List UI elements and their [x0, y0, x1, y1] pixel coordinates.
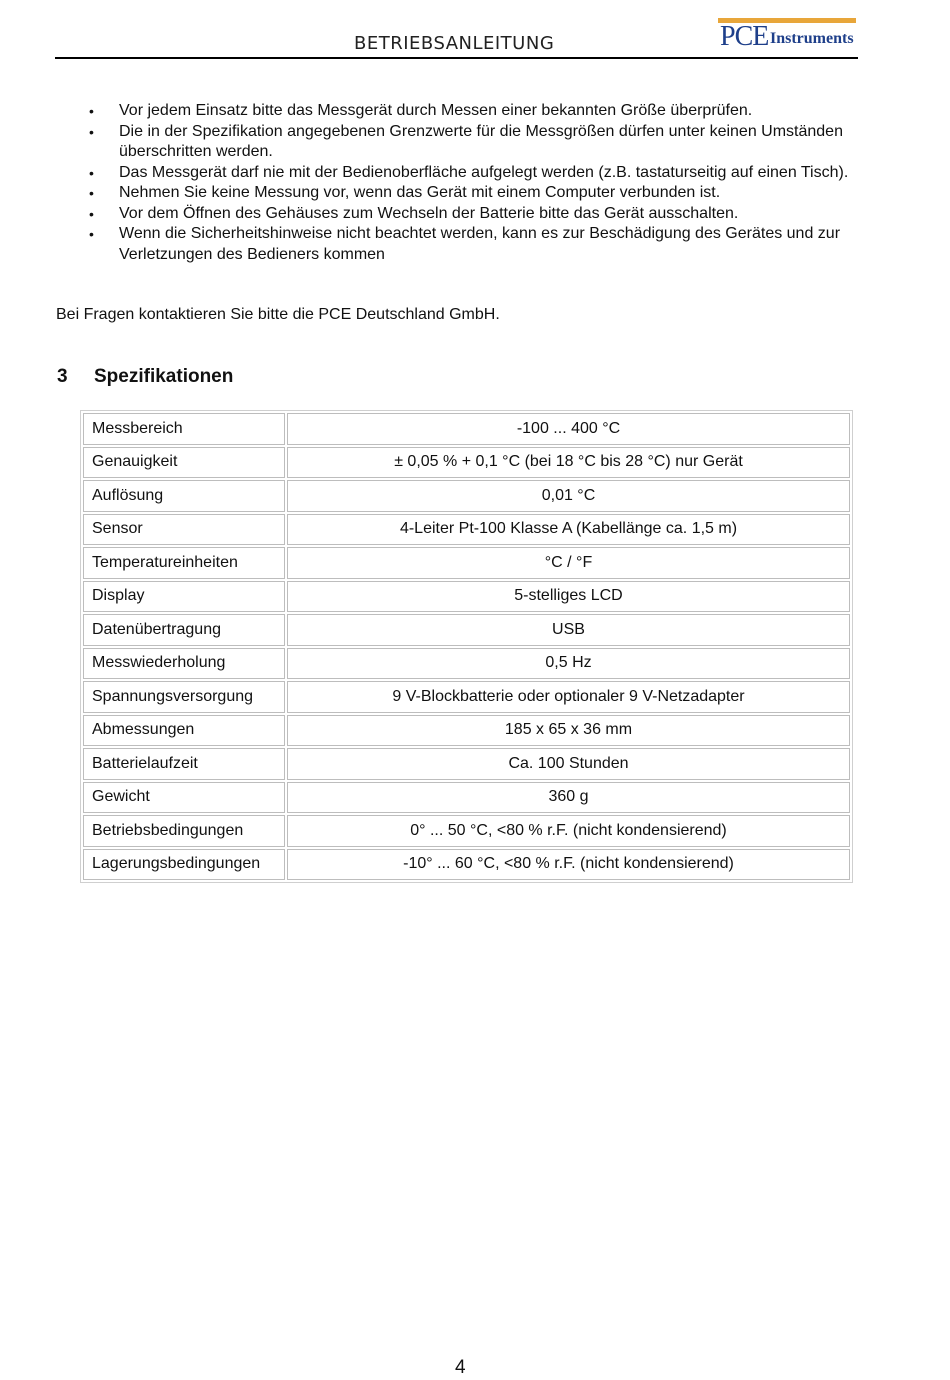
spec-value: 4-Leiter Pt-100 Klasse A (Kabellänge ca. 1,5 m) — [287, 514, 850, 546]
spec-label: Messwiederholung — [83, 648, 285, 680]
spec-label: Abmessungen — [83, 715, 285, 747]
table-row — [83, 648, 850, 680]
spec-label: Genauigkeit — [83, 447, 285, 479]
table-row — [83, 581, 850, 613]
bullet-icon: • — [89, 164, 94, 181]
table-row — [83, 547, 850, 579]
spec-label: Auflösung — [83, 480, 285, 512]
bullet-text: Vor jedem Einsatz bitte das Messgerät durch Messen einer bekannten Größe überprüfen. — [119, 102, 753, 119]
table-row — [83, 447, 850, 479]
contact-paragraph: Bei Fragen kontaktieren Sie bitte die PCE Deutschland GmbH. — [56, 306, 500, 323]
page-number: 4 — [455, 1357, 466, 1378]
document-header-title: BETRIEBSANLEITUNG — [354, 33, 555, 54]
bullet-text: Die in der Spezifikation angegebenen Grenzwerte für die Messgrößen dürfen unter keinen Umständen überschritten werden. — [119, 122, 843, 160]
table-row — [83, 614, 850, 646]
logo-pce-text: PCE — [720, 21, 769, 52]
table-row — [83, 815, 850, 847]
spec-label: Datenübertragung — [83, 614, 285, 646]
spec-value: 0,5 Hz — [287, 648, 850, 680]
spec-value: ± 0,05 % + 0,1 °C (bei 18 °C bis 28 °C) nur Gerät — [287, 447, 850, 479]
bullet-text: Vor dem Öffnen des Gehäuses zum Wechseln der Batterie bitte das Gerät ausschalten. — [119, 204, 739, 222]
table-row — [83, 715, 850, 747]
spec-value: 360 g — [287, 782, 850, 814]
table-row — [83, 849, 850, 881]
list-item — [0, 101, 859, 122]
spec-label: Betriebsbedingungen — [83, 815, 285, 847]
table-row — [83, 782, 850, 814]
spec-label: Display — [83, 581, 285, 613]
table-row — [83, 413, 850, 445]
list-item — [0, 122, 859, 163]
spec-value: -100 ... 400 °C — [287, 413, 850, 445]
bullet-icon: • — [89, 103, 94, 119]
bullet-icon: • — [89, 123, 94, 140]
spec-label: Messbereich — [83, 413, 285, 445]
list-item — [0, 204, 859, 225]
bullet-text: Wenn die Sicherheitshinweise nicht beachtet werden, kann es zur Beschädigung des Gerätes und zur Verletzungen des Bedieners kommen — [119, 225, 841, 263]
bullet-text: Nehmen Sie keine Messung vor, wenn das Gerät mit einem Computer verbunden ist. — [119, 184, 721, 201]
pce-instruments-logo — [718, 18, 856, 52]
section-number: 3 — [57, 366, 68, 387]
spec-value: 185 x 65 x 36 mm — [287, 715, 850, 747]
bullet-icon: • — [89, 226, 94, 242]
specifications-table — [80, 410, 853, 883]
section-title: Spezifikationen — [94, 366, 234, 387]
spec-label: Gewicht — [83, 782, 285, 814]
table-row — [83, 681, 850, 713]
spec-label: Temperatureinheiten — [83, 547, 285, 579]
spec-label: Lagerungsbedingungen — [83, 849, 285, 881]
spec-value: -10° ... 60 °C, <80 % r.F. (nicht kondensierend) — [287, 849, 850, 881]
spec-label: Sensor — [83, 514, 285, 546]
table-row — [83, 748, 850, 780]
bullet-icon: • — [89, 185, 94, 201]
spec-value: 5-stelliges LCD — [287, 581, 850, 613]
spec-label: Batterielaufzeit — [83, 748, 285, 780]
spec-label: Spannungsversorgung — [83, 681, 285, 713]
bullet-icon: • — [89, 205, 94, 222]
list-item — [0, 163, 859, 184]
bullet-text: Das Messgerät darf nie mit der Bedienoberfläche aufgelegt werden (z.B. tastaturseitig auf einen Tisch). — [119, 163, 849, 181]
header-divider — [55, 57, 858, 59]
table-row — [83, 514, 850, 546]
spec-value: USB — [287, 614, 850, 646]
list-item — [0, 183, 859, 204]
list-item — [0, 224, 859, 265]
spec-value: Ca. 100 Stunden — [287, 748, 850, 780]
spec-value: 9 V-Blockbatterie oder optionaler 9 V-Netzadapter — [287, 681, 850, 713]
table-row — [83, 480, 850, 512]
spec-value: 0° ... 50 °C, <80 % r.F. (nicht kondensierend) — [287, 815, 850, 847]
spec-value: 0,01 °C — [287, 480, 850, 512]
safety-bullet-list — [0, 101, 859, 265]
logo-instruments-text: Instruments — [770, 30, 854, 47]
spec-value: °C / °F — [287, 547, 850, 579]
